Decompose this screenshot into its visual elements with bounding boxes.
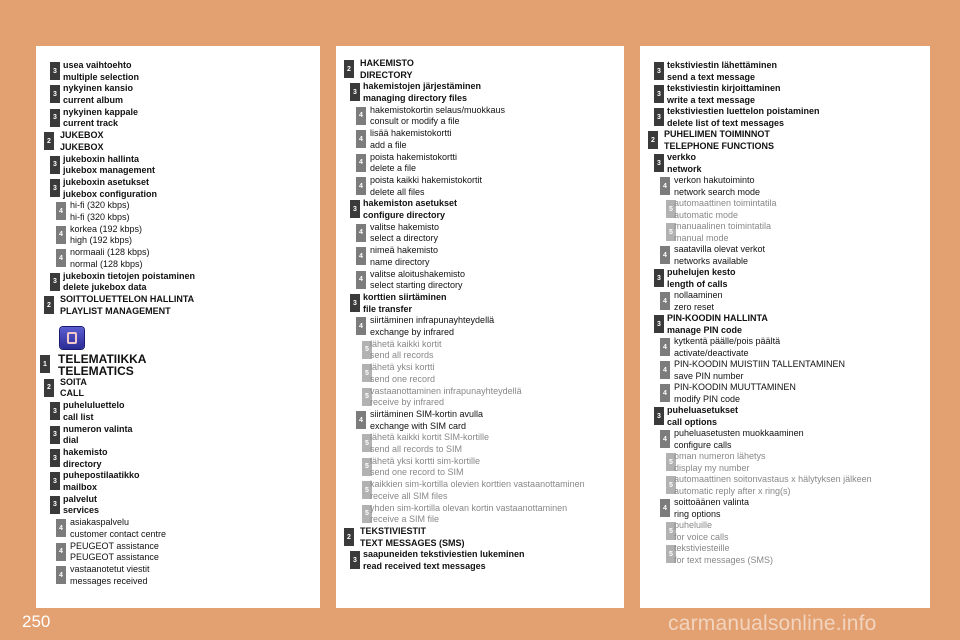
level-badge: 3 (50, 179, 60, 197)
menu-item-label-en: normal (128 kbps) (70, 258, 143, 269)
menu-item-label-en: receive all SIM files (370, 490, 448, 501)
level-badge: 3 (654, 108, 664, 126)
menu-item-label-fi: automaattinen toimintatila (674, 198, 777, 208)
menu-item-label-fi: yhden sim-kortilla olevan kortin vastaanottaminen (370, 502, 568, 513)
menu-item-label-en: TELEMATICS (58, 364, 134, 379)
menu-item-label-fi: PEUGEOT assistance (70, 540, 159, 551)
menu-item-label-en: high (192 kbps) (70, 235, 133, 246)
menu-item-label-en: display my number (674, 462, 750, 473)
level-badge: 5 (362, 341, 372, 359)
menu-item-label-fi: tekstiviesteille (674, 543, 730, 553)
page-number: 250 (22, 612, 51, 631)
level-badge: 3 (654, 154, 664, 172)
menu-item-label-fi: valitse aloitushakemisto (370, 268, 466, 279)
level-badge: 3 (350, 200, 360, 218)
level-badge: 4 (356, 317, 366, 335)
menu-item-label-fi: puheluluettelo (63, 400, 125, 411)
level-badge: 4 (660, 499, 670, 517)
level-badge: 4 (660, 361, 670, 379)
level-badge: 2 (648, 131, 658, 149)
menu-item-label-fi: poista hakemistokortti (370, 151, 458, 162)
level-badge: 4 (356, 177, 366, 195)
menu-item-label-fi: PIN-KOODIN MUUTTAMINEN (674, 382, 796, 392)
menu-item-label-fi: TELEMATIIKKA (58, 352, 147, 367)
menu-item-label-en: messages received (70, 575, 148, 586)
menu-item-label-fi: siirtäminen SIM-kortin avulla (370, 409, 484, 419)
menu-item-label-fi: hi-fi (320 kbps) (70, 200, 130, 211)
menu-item-label-en: name directory (370, 256, 430, 267)
menu-item-label-en: file transfer (363, 303, 413, 314)
menu-item-label-en: add a file (370, 139, 407, 150)
menu-item-label-fi: jukeboxin hallinta (63, 153, 140, 164)
watermark: carmanualsonline.info (668, 612, 877, 635)
level-badge: 4 (660, 384, 670, 402)
menu-item-label-en: PLAYLIST MANAGEMENT (60, 305, 171, 316)
level-badge: 3 (654, 85, 664, 103)
menu-item-label-en: consult or modify a file (370, 116, 460, 127)
level-badge: 4 (356, 154, 366, 172)
menu-item-label-en: TEXT MESSAGES (SMS) (360, 537, 465, 548)
menu-item-label-fi: lisää hakemistokortti (370, 128, 452, 139)
level-badge: 5 (666, 223, 676, 241)
menu-item-label-en: jukebox configuration (63, 188, 158, 199)
menu-item-label-en: network (667, 163, 702, 174)
menu-item-label-fi: PIN-KOODIN MUISTIIN TALLENTAMINEN (674, 359, 846, 369)
menu-item-label-en: delete all files (370, 186, 425, 197)
menu-item-label-fi: hakemiston asetukset (363, 198, 458, 209)
level-badge: 5 (666, 200, 676, 218)
menu-item-label-en: manage PIN code (667, 324, 743, 335)
menu-item-label-fi: nykyinen kappale (63, 106, 139, 117)
menu-item-label-fi: nollaaminen (674, 290, 723, 300)
menu-item-label-fi: lähetä kaikki kortit (370, 338, 442, 349)
menu-item-label-fi: TEKSTIVIESTIT (360, 526, 427, 536)
menu-item-label-fi: valitse hakemisto (370, 221, 440, 232)
level-badge: 3 (654, 407, 664, 425)
menu-item-label-fi: JUKEBOX (60, 130, 104, 141)
level-badge: 3 (50, 273, 60, 291)
menu-item-label-fi: PUHELIMEN TOIMINNOT (664, 129, 770, 139)
menu-item-label-fi: puheluille (674, 520, 713, 530)
menu-item-label-fi: puheluasetusten muokkaaminen (674, 428, 804, 438)
level-badge: 3 (654, 315, 664, 333)
level-badge: 4 (660, 292, 670, 310)
menu-item-label-en: JUKEBOX (60, 141, 104, 152)
level-badge: 3 (654, 62, 664, 80)
menu-item-label-en: mailbox (63, 481, 98, 492)
level-badge: 3 (50, 62, 60, 80)
menu-item-label-en: receive by infrared (370, 397, 445, 408)
menu-item-label-en: dial (63, 435, 79, 446)
level-badge: 4 (56, 226, 66, 244)
menu-item-label-en: read received text messages (363, 560, 486, 571)
menu-item-label-en: configure directory (363, 209, 446, 220)
menu-item-label-en: zero reset (674, 301, 715, 312)
level-badge: 3 (50, 156, 60, 174)
menu-item-label-fi: saatavilla olevat verkot (674, 244, 766, 254)
menu-item-label-en: TELEPHONE FUNCTIONS (664, 140, 775, 151)
menu-item-label-fi: puheluasetukset (667, 405, 739, 415)
telematics-icon (60, 327, 84, 349)
menu-item-label-fi: SOITTOLUETTELON HALLINTA (60, 294, 195, 304)
menu-item-label-en: delete a file (370, 163, 417, 174)
menu-item-label-fi: tekstiviestien luettelon poistaminen (667, 106, 820, 116)
level-badge: 3 (350, 551, 360, 569)
menu-item-label-fi: poista kaikki hakemistokortit (370, 175, 483, 185)
menu-item-label-fi: palvelut (63, 493, 98, 504)
menu-item-label-fi: SOITA (60, 376, 87, 387)
level-badge: 5 (362, 458, 372, 476)
menu-item-label-fi: puhepostilaatikko (63, 470, 140, 481)
level-badge: 3 (50, 426, 60, 444)
menu-item-label-fi: tekstiviestin kirjoittaminen (667, 83, 781, 93)
menu-item-label-en: activate/deactivate (674, 347, 749, 358)
menu-item-label-en: PEUGEOT assistance (70, 552, 159, 563)
menu-item-label-en: call list (63, 411, 94, 422)
level-badge: 4 (56, 249, 66, 267)
menu-item-label-en: send one record (370, 373, 436, 384)
level-badge: 5 (362, 388, 372, 406)
level-badge: 5 (362, 505, 372, 523)
menu-item-label-fi: HAKEMISTO (360, 58, 414, 68)
menu-item-label-fi: hakemistojen järjestäminen (363, 81, 482, 92)
level-badge: 5 (666, 453, 676, 471)
menu-item-label-en: for voice calls (674, 531, 729, 542)
menu-item-label-en: call options (667, 416, 718, 427)
menu-item-label-fi: PIN-KOODIN HALLINTA (667, 313, 768, 323)
menu-item-label-fi: manuaalinen toimintatila (674, 221, 772, 231)
menu-item-label-fi: jukeboxin tietojen poistaminen (63, 270, 196, 281)
menu-item-label-en: services (63, 505, 100, 516)
menu-item-label-en: select starting directory (370, 280, 463, 291)
menu-item-label-en: ring options (674, 508, 721, 519)
menu-item-label-fi: lähetä yksi kortti (370, 362, 435, 373)
menu-item-label-en: network search mode (674, 186, 761, 197)
level-badge: 5 (362, 434, 372, 452)
menu-panel-middle (336, 46, 624, 608)
level-badge: 3 (50, 472, 60, 490)
level-badge: 5 (666, 476, 676, 494)
menu-item-label-en: send one record to SIM (370, 467, 464, 478)
level-badge: 3 (50, 449, 60, 467)
level-badge: 4 (660, 430, 670, 448)
menu-item-label-en: send a text message (667, 71, 756, 82)
menu-item-label-fi: korttien siirtäminen (363, 292, 447, 302)
menu-item-label-fi: oman numeron lähetys (674, 451, 766, 461)
menu-item-label-fi: hakemistokortin selaus/muokkaus (370, 104, 506, 115)
level-badge: 2 (44, 132, 54, 150)
menu-item-label-fi: nykyinen kansio (63, 83, 134, 94)
level-badge: 4 (660, 246, 670, 264)
level-badge: 5 (666, 545, 676, 563)
menu-item-label-en: configure calls (674, 439, 732, 450)
level-badge: 2 (344, 60, 354, 78)
menu-item-label-en: directory (63, 458, 102, 469)
menu-item-label-en: exchange by infrared (370, 326, 455, 337)
menu-item-label-en: customer contact centre (70, 528, 167, 539)
menu-item-label-en: delete list of text messages (667, 117, 785, 128)
level-badge: 5 (362, 481, 372, 499)
level-badge: 2 (344, 528, 354, 546)
menu-item-label-fi: korkea (192 kbps) (70, 223, 143, 234)
menu-item-label-en: save PIN number (674, 370, 744, 381)
menu-item-label-en: select a directory (370, 233, 439, 244)
menu-item-label-en: send all records (370, 350, 434, 361)
level-badge: 4 (56, 519, 66, 537)
menu-item-label-en: delete jukebox data (63, 282, 147, 293)
menu-item-label-en: hi-fi (320 kbps) (70, 211, 130, 222)
menu-item-label-fi: numeron valinta (63, 423, 133, 434)
menu-item-label-en: exchange with SIM card (370, 420, 467, 431)
level-badge: 1 (40, 355, 50, 373)
menu-item-label-fi: jukeboxin asetukset (63, 177, 150, 187)
level-badge: 3 (50, 109, 60, 127)
menu-item-label-fi: nimeä hakemisto (370, 245, 439, 256)
level-badge: 3 (50, 496, 60, 514)
menu-panel-right (640, 46, 930, 608)
level-badge: 4 (356, 271, 366, 289)
menu-item-label-fi: puhelujen kesto (667, 267, 736, 277)
level-badge: 3 (50, 402, 60, 420)
menu-item-label-en: write a text message (667, 94, 756, 105)
menu-panel-left (36, 46, 320, 608)
level-badge: 4 (356, 247, 366, 265)
level-badge: 5 (666, 522, 676, 540)
menu-item-label-en: send all records to SIM (370, 443, 463, 454)
level-badge: 4 (660, 177, 670, 195)
menu-item-label-fi: verkon hakutoiminto (674, 175, 755, 185)
level-badge: 4 (356, 130, 366, 148)
menu-item-label-fi: siirtäminen infrapunayhteydellä (370, 315, 495, 326)
level-badge: 4 (56, 202, 66, 220)
menu-item-label-fi: normaali (128 kbps) (70, 247, 150, 258)
menu-item-label-en: for text messages (SMS) (674, 554, 774, 565)
menu-item-label-en: DIRECTORY (360, 69, 413, 80)
level-badge: 4 (356, 411, 366, 429)
menu-item-label-fi: tekstiviestin lähettäminen (667, 60, 778, 70)
menu-item-label-en: receive a SIM file (370, 514, 440, 525)
level-badge: 4 (356, 107, 366, 125)
menu-item-label-en: networks available (674, 255, 749, 266)
level-badge: 4 (56, 566, 66, 584)
level-badge: 5 (362, 364, 372, 382)
level-badge: 2 (44, 296, 54, 314)
menu-item-label-en: automatic mode (674, 209, 739, 220)
menu-item-label-fi: lähetä kaikki kortit SIM-kortille (370, 432, 490, 443)
level-badge: 3 (350, 83, 360, 101)
level-badge: 3 (50, 85, 60, 103)
menu-item-label-en: automatic reply after x ring(s) (674, 485, 791, 496)
menu-item-label-en: current album (63, 94, 124, 105)
menu-item-label-fi: automaattinen soitonvastaus x hälytyksen jälkeen (674, 474, 872, 484)
menu-item-label-en: jukebox management (63, 165, 156, 176)
menu-item-label-fi: asiakaspalvelu (70, 517, 130, 528)
menu-item-label-fi: kytkentä päälle/pois päältä (674, 336, 781, 346)
level-badge: 2 (44, 379, 54, 397)
menu-item-label-en: current track (63, 118, 119, 129)
menu-item-label-fi: hakemisto (63, 447, 108, 457)
menu-item-label-fi: kaikkien sim-kortilla olevien korttien vastaanottaminen (370, 479, 585, 490)
menu-item-label-en: multiple selection (63, 71, 140, 82)
menu-item-label-fi: verkko (667, 152, 697, 162)
menu-item-label-fi: usea vaihtoehto (63, 60, 132, 70)
menu-item-label-fi: vastaanottaminen infrapunayhteydellä (370, 385, 522, 396)
menu-item-label-en: modify PIN code (674, 393, 741, 404)
menu-item-label-fi: saapuneiden tekstiviestien lukeminen (363, 549, 525, 560)
menu-item-label-en: CALL (60, 388, 84, 399)
menu-item-label-fi: soittoäänen valinta (674, 497, 750, 507)
menu-item-label-en: managing directory files (363, 92, 468, 103)
level-badge: 3 (654, 269, 664, 287)
menu-item-label-en: manual mode (674, 232, 729, 243)
menu-item-label-en: length of calls (667, 278, 728, 289)
level-badge: 4 (56, 543, 66, 561)
level-badge: 4 (660, 338, 670, 356)
menu-item-label-fi: lähetä yksi kortti sim-kortille (370, 455, 481, 466)
menu-item-label-fi: vastaanotetut viestit (70, 564, 150, 574)
level-badge: 4 (356, 224, 366, 242)
level-badge: 3 (350, 294, 360, 312)
